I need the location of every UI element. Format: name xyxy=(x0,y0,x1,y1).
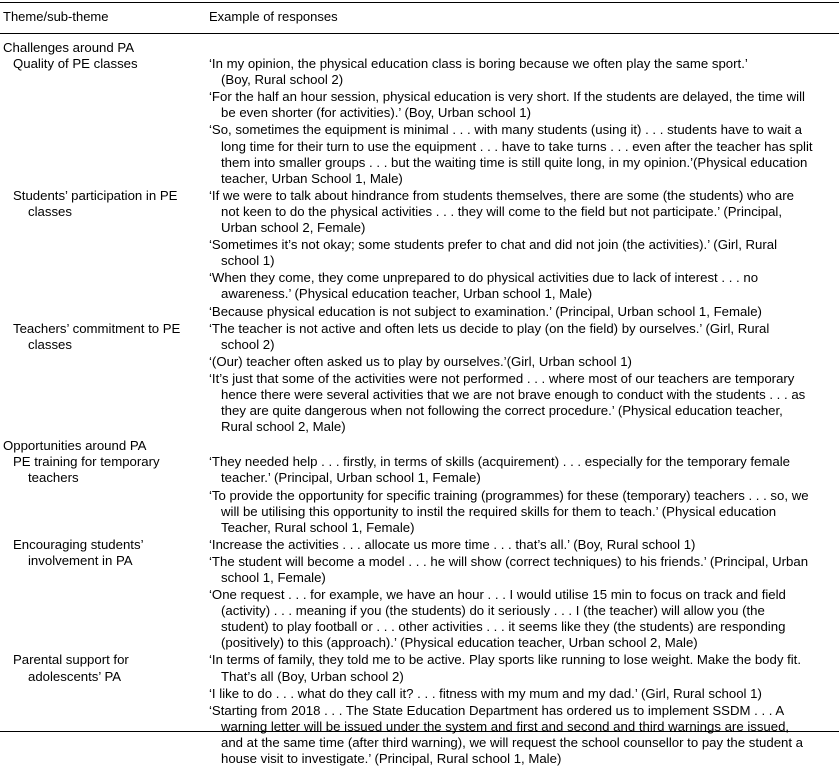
response-quote xyxy=(209,587,839,651)
header-rule xyxy=(0,33,839,34)
subtheme-name-line: adolescents’ PA xyxy=(28,668,122,684)
response-line: school 1) xyxy=(221,253,275,269)
response-line: (positively) to this (approach).’ (Physical education teacher, Urban school 2, Male) xyxy=(221,635,698,651)
response-quote xyxy=(209,703,839,767)
subtheme-name-line: Parental support for xyxy=(13,652,129,668)
response-quote xyxy=(209,237,839,269)
response-line: ‘The teacher is not active and often lets us decide to play (on the field) by ourselves.’ (Girl, Rural xyxy=(209,320,770,336)
response-line: awareness.’ (Physical education teacher, Urban school 1, Male) xyxy=(221,286,593,302)
subtheme-row xyxy=(0,56,839,187)
response-quote xyxy=(209,488,839,536)
response-quote xyxy=(209,652,839,684)
responses-cell xyxy=(195,537,839,652)
response-line: ‘(Our) teacher often asked us to play by ourselves.’(Girl, Urban school 1) xyxy=(209,353,632,369)
table-bottom-rule xyxy=(0,731,839,732)
theme-title: Opportunities around PA xyxy=(3,438,147,454)
responses-cell xyxy=(195,321,839,436)
response-line: ‘So, sometimes the equipment is minimal . . . with many students (using it) . . . students have to wait a xyxy=(209,122,802,138)
subtheme-name-line: Quality of PE classes xyxy=(13,56,138,72)
subtheme-row xyxy=(0,537,839,652)
response-quote xyxy=(209,270,839,302)
response-line: be even shorter (for activities).’ (Boy, Urban school 1) xyxy=(221,105,532,121)
header-responses: Example of responses xyxy=(209,9,338,24)
response-line: school 2) xyxy=(221,336,275,352)
subtheme-row xyxy=(0,454,839,535)
response-line: ‘I like to do . . . what do they call it? . . . fitness with my mum and my dad.’ (Girl, Rural school 1) xyxy=(209,685,762,701)
responses-cell xyxy=(195,652,839,767)
response-quote xyxy=(209,371,839,435)
response-line: Rural school 2, Male) xyxy=(221,419,346,435)
subtheme-name-line: involvement in PA xyxy=(28,552,133,568)
response-quote xyxy=(209,321,839,353)
response-line: ‘They needed help . . . firstly, in terms of skills (acquirement) . . . especially for the temporary female xyxy=(209,454,790,470)
response-line: ‘For the half an hour session, physical education is very short. If the students are delayed, the time will xyxy=(209,89,805,105)
response-line: ‘One request . . . for example, we have an hour . . . I would utilise 15 min to focus on track and field xyxy=(209,587,786,603)
response-line: and at the same time (after third warning), we will request the school counsellor to pay the student a xyxy=(221,734,804,750)
subtheme-name-line: teachers xyxy=(28,470,79,486)
response-quote xyxy=(209,304,839,320)
subtheme-name xyxy=(0,188,195,320)
response-line: student) to play football or . . . other activities . . . it seems like they (the students) are responding xyxy=(221,619,786,635)
theme-section xyxy=(0,438,839,767)
response-line: ‘Sometimes it’s not okay; some students prefer to chat and did not join (the activities).’ (Girl, Rural xyxy=(209,237,778,253)
response-line: ‘Increase the activities . . . allocate us more time . . . that’s all.’ (Boy, Rural school 1) xyxy=(209,536,696,552)
response-line: ‘Because physical education is not subject to examination.’ (Principal, Urban school 1, Female) xyxy=(209,303,762,319)
response-line: they are quite dangerous when not following the correct procedure.’ (Physical education teacher, xyxy=(221,403,783,419)
response-line: Teacher, Rural school 1, Female) xyxy=(221,519,415,535)
subtheme-name-line: classes xyxy=(28,203,72,219)
subtheme-row xyxy=(0,188,839,320)
subtheme-name xyxy=(0,454,195,535)
response-line: long time for their turn to use the equipment . . . have to take turns . . . even after the teacher has split xyxy=(221,138,813,154)
response-quote xyxy=(209,89,839,121)
response-line: ‘To provide the opportunity for specific training (programmes) for these (temporary) teachers . . . so, we xyxy=(209,487,809,503)
subtheme-name xyxy=(0,56,195,187)
response-quote xyxy=(209,122,839,186)
subtheme-name-line: Students’ participation in PE xyxy=(13,187,178,203)
subtheme-name-line: classes xyxy=(28,336,72,352)
response-line: not keen to do the physical activities . . . they will come to the field but not participate.’ (Principal, xyxy=(221,203,782,219)
response-line: house visit to investigate.’ (Principal, Rural school 1, Male) xyxy=(221,751,562,767)
response-line: them into smaller groups . . . but the waiting time is still quite long, in my opinion.’(Physical education xyxy=(221,154,808,170)
response-line: Urban school 2, Female) xyxy=(221,220,366,236)
response-line: ‘The student will become a model . . . he will show (correct techniques) to his friends.’ (Principal, Urban xyxy=(209,553,809,569)
subtheme-name-line: Encouraging students’ xyxy=(13,536,144,552)
table-body xyxy=(0,40,839,767)
response-line: hence there were several activities that we are not brave enough to conduct with the students . . . as xyxy=(221,386,806,402)
response-quote xyxy=(209,354,839,370)
response-line: teacher, Urban School 1, Male) xyxy=(221,170,403,186)
response-quote xyxy=(209,554,839,586)
response-line: That’s all (Boy, Urban school 2) xyxy=(221,668,404,684)
subtheme-name xyxy=(0,321,195,436)
response-quote xyxy=(209,56,839,88)
header-theme: Theme/sub-theme xyxy=(3,9,109,24)
response-line: ‘Starting from 2018 . . . The State Education Department has ordered us to implement SSDM . . . A xyxy=(209,702,785,718)
response-line: ‘If we were to talk about hindrance from students themselves, there are some (the students) who are xyxy=(209,187,794,203)
table-top-rule xyxy=(0,2,839,3)
response-line: ‘It’s just that some of the activities were not performed . . . where most of our teachers are temporary xyxy=(209,370,795,386)
response-quote xyxy=(209,686,839,702)
response-line: ‘In terms of family, they told me to be active. Play sports like running to lose weight. Make the body fit. xyxy=(209,652,802,668)
response-line: school 1, Female) xyxy=(221,570,326,585)
response-quote xyxy=(209,537,839,553)
theme-title: Challenges around PA xyxy=(3,40,134,55)
subtheme-name xyxy=(0,652,195,767)
responses-cell xyxy=(195,56,839,187)
response-line: will be utilising this opportunity to instil the required skills for them to teach.’ (Physical education xyxy=(221,503,777,519)
response-quote xyxy=(209,454,839,486)
response-line: ‘In my opinion, the physical education class is boring because we often play the same sport.’ xyxy=(209,56,748,72)
response-line: (Boy, Rural school 2) xyxy=(221,72,344,88)
response-line: (activity) . . . meaning if you (the students) do it seriously . . . I (the teacher) will allow you (the xyxy=(221,603,765,619)
response-quote xyxy=(209,188,839,236)
subtheme-name xyxy=(0,537,195,652)
response-line: teacher.’ (Principal, Urban school 1, Female) xyxy=(221,470,481,486)
theme-section xyxy=(0,40,839,435)
subtheme-row xyxy=(0,321,839,436)
subtheme-name-line: Teachers’ commitment to PE xyxy=(13,320,181,336)
responses-cell xyxy=(195,188,839,320)
response-line: warning letter will be issued under the system and first and second and third warnings are issued, xyxy=(221,718,790,734)
subtheme-row xyxy=(0,652,839,767)
responses-cell xyxy=(195,454,839,535)
response-line: ‘When they come, they come unprepared to do physical activities due to lack of interest . . . no xyxy=(209,270,759,286)
subtheme-name-line: PE training for temporary xyxy=(13,454,160,470)
